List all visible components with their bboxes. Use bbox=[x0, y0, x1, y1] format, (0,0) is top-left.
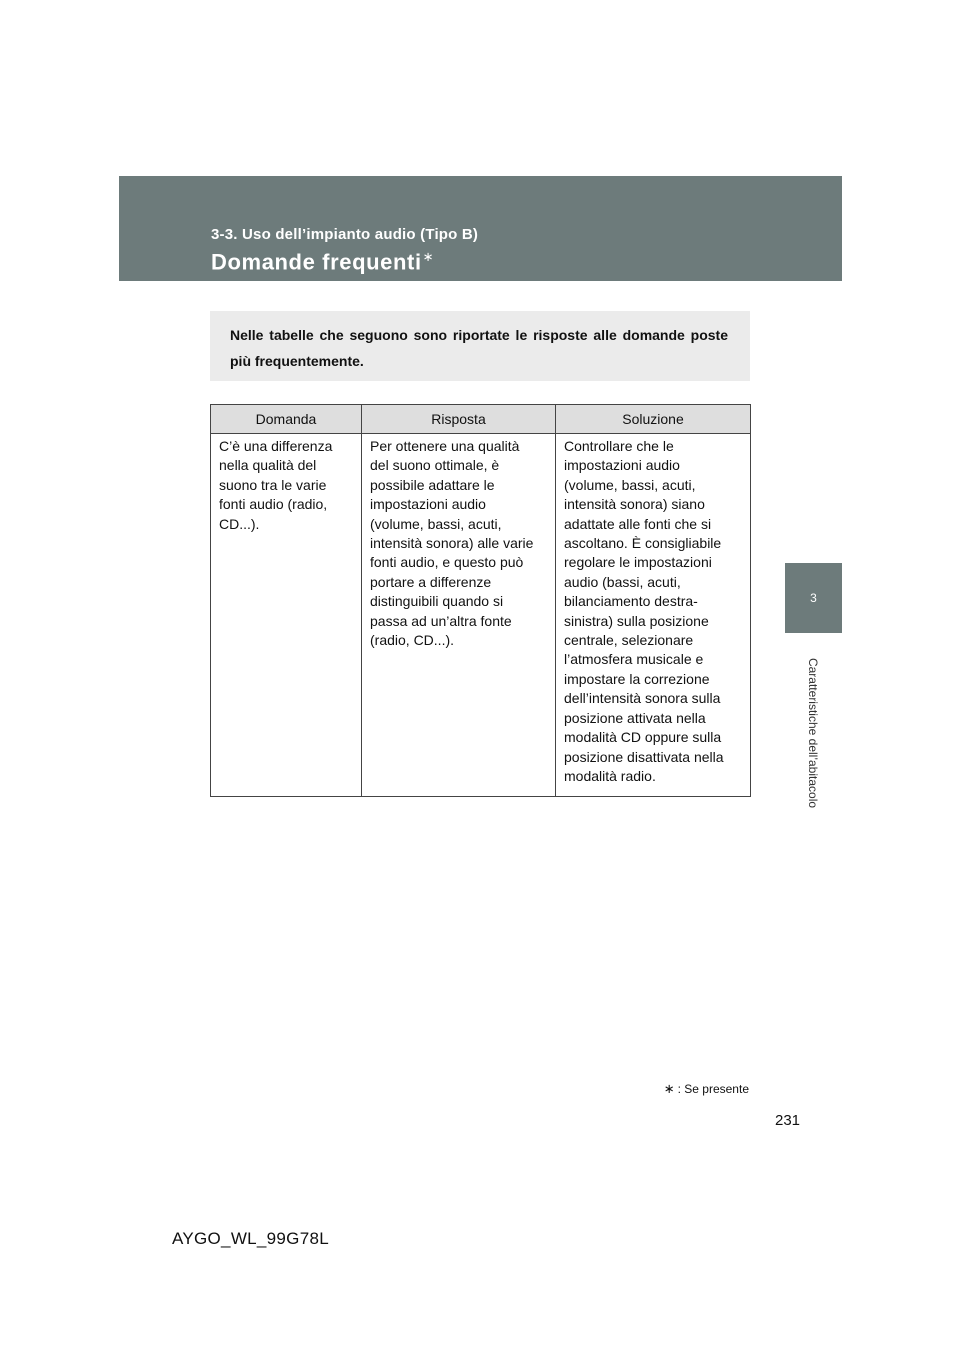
column-header-domanda: Domanda bbox=[211, 405, 362, 434]
cell-text: Controllare che le impostazioni audio (volume, bassi, acuti, intensità sonora) siano adattate alle fonti che si ascoltano. È consigliabile regolare le impostazioni audio (bassi, acuti, bilanciamento destra- sinistra) sulla posizione centrale, selezionare l’atmosfera musicale e impostare la correzione dell’intensità sonora sulla posizione attivata nella modalità CD oppure sulla posizione disattivata nella modalità radio. bbox=[564, 438, 724, 784]
cell-soluzione bbox=[556, 434, 751, 797]
intro-box: Nelle tabelle che seguono sono riportate le risposte alle domande poste più frequentemente. bbox=[210, 311, 750, 381]
asterisk-icon: ∗ bbox=[663, 1081, 675, 1096]
page-title bbox=[211, 249, 434, 275]
page-title-text: Domande frequenti bbox=[211, 249, 422, 275]
footnote-text: : Se presente bbox=[677, 1082, 749, 1096]
table-row bbox=[211, 434, 751, 797]
chapter-title: Caratteristiche dell’abitacolo bbox=[806, 657, 821, 809]
table-header-row bbox=[211, 405, 751, 434]
chapter-title-tab bbox=[785, 633, 842, 833]
asterisk-icon: ∗ bbox=[422, 249, 435, 264]
section-label: 3-3. Uso dell’impianto audio (Tipo B) bbox=[211, 226, 479, 243]
page-number: 231 bbox=[775, 1112, 801, 1129]
faq-table bbox=[210, 404, 751, 797]
column-header-risposta: Risposta bbox=[362, 405, 556, 434]
footnote bbox=[664, 1081, 749, 1097]
cell-text: Per ottenere una qualità del suono ottimale, è possibile adattare le impostazioni audio (volume, bassi, acuti, intensità sonora) alle varie fonti audio, e questo può portare a differenze distinguibili quando si passa ad un’altra fonte (radio, CD...). bbox=[370, 438, 534, 649]
column-header-soluzione: Soluzione bbox=[556, 405, 751, 434]
cell-domanda bbox=[211, 434, 362, 797]
cell-text: C’è una differenza nella qualità del suono tra le varie fonti audio (radio, CD...). bbox=[219, 438, 333, 532]
chapter-number-tab: 3 bbox=[785, 563, 842, 633]
document-code: AYGO_WL_99G78L bbox=[172, 1229, 329, 1248]
cell-risposta bbox=[362, 434, 556, 797]
